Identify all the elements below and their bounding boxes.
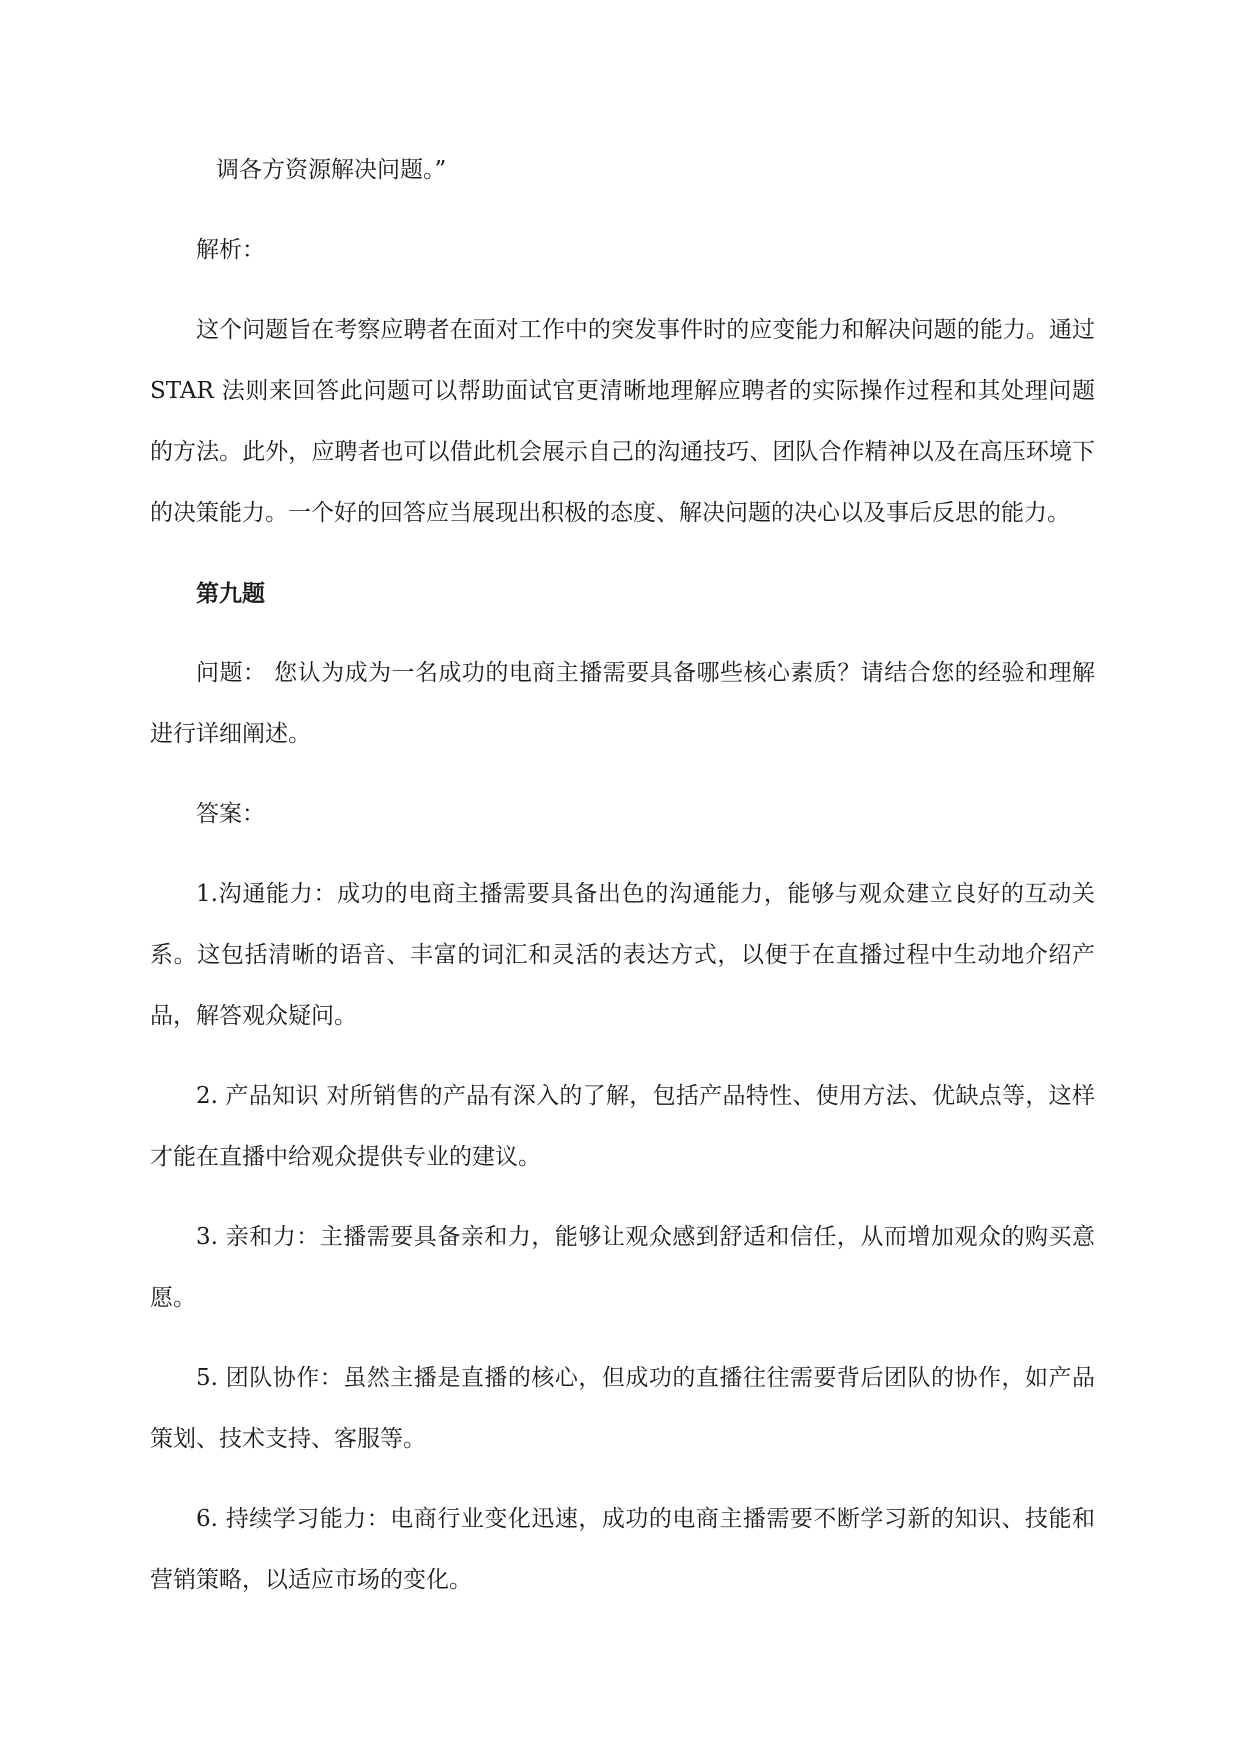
- answer-item-communication: 1.沟通能力：成功的电商主播需要具备出色的沟通能力，能够与观众建立良好的互动关系。这包括清晰的语音、丰富的词汇和灵活的表达方式，以便于在直播过程中生动地介绍产品，解答观众疑问。: [150, 881, 1095, 1029]
- answer-item-affinity: 3. 亲和力：主播需要具备亲和力，能够让观众感到舒适和信任，从而增加观众的购买意愿。: [150, 1224, 1095, 1311]
- answer-item-continuous-learning: 6. 持续学习能力：电商行业变化迅速，成功的电商主播需要不断学习新的知识、技能和营销策略，以适应市场的变化。: [150, 1506, 1095, 1593]
- answer-label: 答案：: [196, 801, 265, 827]
- analysis-label: 解析：: [196, 237, 265, 263]
- answer-item-product-knowledge: 2. 产品知识 对所销售的产品有深入的了解，包括产品特性、使用方法、优缺点等，这样才能在直播中给观众提供专业的建议。: [150, 1083, 1095, 1170]
- answer-item-teamwork: 5. 团队协作：虽然主播是直播的核心，但成功的直播往往需要背后团队的协作，如产品策划、技术支持、客服等。: [150, 1365, 1095, 1452]
- question-paragraph: 问题： 您认为成为一名成功的电商主播需要具备哪些核心素质？请结合您的经验和理解进行详细阐述。: [150, 660, 1095, 747]
- continued-answer-text: 调各方资源解决问题。”: [216, 157, 447, 183]
- analysis-paragraph: 这个问题旨在考察应聘者在面对工作中的突发事件时的应变能力和解决问题的能力。通过 STAR 法则来回答此问题可以帮助面试官更清晰地理解应聘者的实际操作过程和其处理问题的方法。此外，应聘者也可以借此机会展示自己的沟通技巧、团队合作精神以及在高压环境下的决策能力。一个好的回答应当展现出积极的态度、解决问题的决心以及事后反思的能力。: [150, 317, 1095, 526]
- document-page: [150, 140, 1095, 1611]
- question-heading: 第九题: [196, 580, 265, 607]
